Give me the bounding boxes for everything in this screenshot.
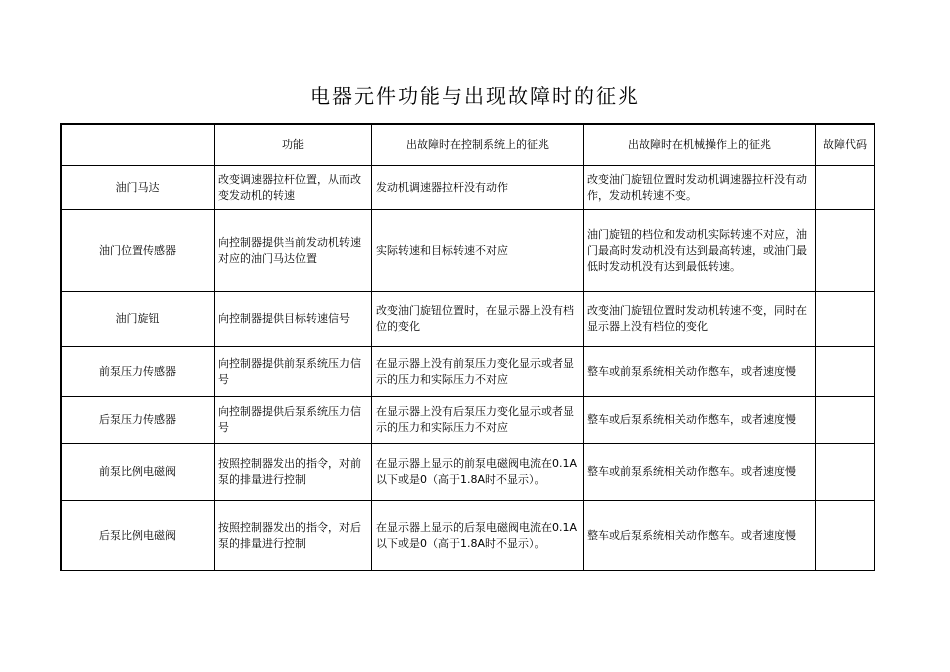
fault-symptom-table — [60, 123, 875, 571]
header-component — [61, 124, 215, 166]
mechanical-symptom: 整车或前泵系统相关动作憋车。或者速度慢 — [584, 444, 816, 501]
fault-code — [816, 210, 875, 292]
control-symptom: 发动机调速器拉杆没有动作 — [372, 166, 584, 210]
table-row — [61, 444, 875, 501]
table-header-row — [61, 124, 875, 166]
fault-code — [816, 166, 875, 210]
document-title: 电器元件功能与出现故障时的征兆 — [310, 84, 640, 108]
control-symptom: 在显示器上没有后泵压力变化显示或者显示的压力和实际压力不对应 — [372, 397, 584, 444]
mechanical-symptom: 改变油门旋钮位置时发动机转速不变，同时在显示器上没有档位的变化 — [584, 292, 816, 347]
control-symptom: 在显示器上显示的后泵电磁阀电流在0.1A以下或是0（高于1.8A时不显示）。 — [372, 501, 584, 571]
component-name: 后泵压力传感器 — [61, 397, 215, 444]
component-name: 前泵压力传感器 — [61, 347, 215, 397]
component-function: 向控制器提供当前发动机转速对应的油门马达位置 — [215, 210, 372, 292]
fault-code — [816, 292, 875, 347]
table-row — [61, 292, 875, 347]
component-name: 前泵比例电磁阀 — [61, 444, 215, 501]
table-row — [61, 210, 875, 292]
component-name: 油门马达 — [61, 166, 215, 210]
mechanical-symptom: 油门旋钮的档位和发动机实际转速不对应，油门最高时发动机没有达到最高转速，或油门最低时发动机没有达到最低转速。 — [584, 210, 816, 292]
mechanical-symptom: 改变油门旋钮位置时发动机调速器拉杆没有动作，发动机转速不变。 — [584, 166, 816, 210]
component-name: 油门旋钮 — [61, 292, 215, 347]
component-name: 后泵比例电磁阀 — [61, 501, 215, 571]
component-function: 向控制器提供前泵系统压力信号 — [215, 347, 372, 397]
component-function: 向控制器提供后泵系统压力信号 — [215, 397, 372, 444]
mechanical-symptom: 整车或后泵系统相关动作憋车，或者速度慢 — [584, 397, 816, 444]
component-function: 按照控制器发出的指令，对后泵的排量进行控制 — [215, 501, 372, 571]
header-mechanical-symptom: 出故障时在机械操作上的征兆 — [584, 124, 816, 166]
control-symptom: 改变油门旋钮位置时，在显示器上没有档位的变化 — [372, 292, 584, 347]
table-body — [61, 124, 875, 571]
control-symptom: 在显示器上显示的前泵电磁阀电流在0.1A以下或是0（高于1.8A时不显示）。 — [372, 444, 584, 501]
header-function: 功能 — [215, 124, 372, 166]
fault-code — [816, 444, 875, 501]
control-symptom: 实际转速和目标转速不对应 — [372, 210, 584, 292]
table-row — [61, 501, 875, 571]
mechanical-symptom: 整车或前泵系统相关动作憋车，或者速度慢 — [584, 347, 816, 397]
component-function: 改变调速器拉杆位置，从而改变发动机的转速 — [215, 166, 372, 210]
component-name: 油门位置传感器 — [61, 210, 215, 292]
fault-code — [816, 501, 875, 571]
component-function: 向控制器提供目标转速信号 — [215, 292, 372, 347]
fault-code — [816, 397, 875, 444]
table-row — [61, 347, 875, 397]
fault-code — [816, 347, 875, 397]
control-symptom: 在显示器上没有前泵压力变化显示或者显示的压力和实际压力不对应 — [372, 347, 584, 397]
table-row — [61, 166, 875, 210]
table-row — [61, 397, 875, 444]
component-function: 按照控制器发出的指令，对前泵的排量进行控制 — [215, 444, 372, 501]
header-control-symptom: 出故障时在控制系统上的征兆 — [372, 124, 584, 166]
header-fault-code: 故障代码 — [816, 124, 875, 166]
mechanical-symptom: 整车或后泵系统相关动作憋车。或者速度慢 — [584, 501, 816, 571]
